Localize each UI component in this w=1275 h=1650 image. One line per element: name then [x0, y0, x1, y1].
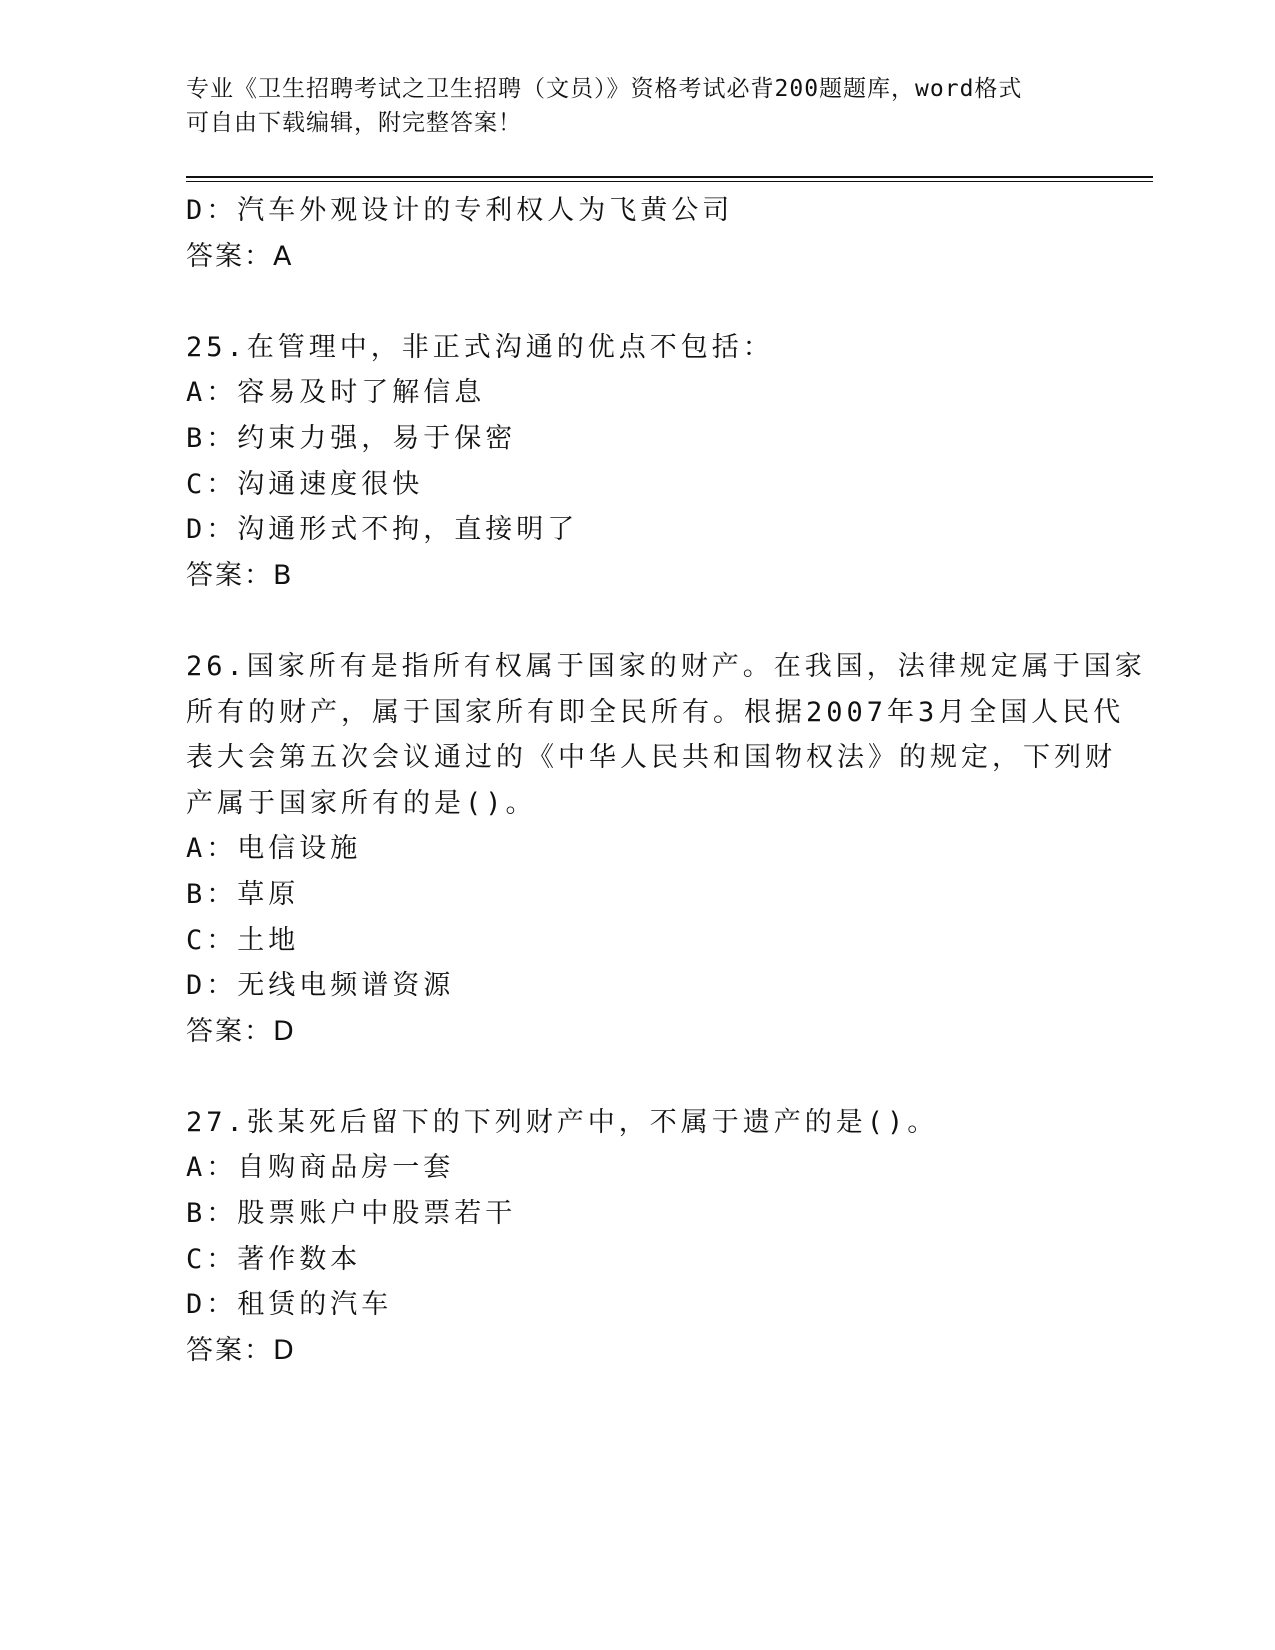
option-a: A：容易及时了解信息 — [186, 377, 486, 409]
option-c: C：土地 — [186, 924, 300, 956]
option-b: B：股票账户中股票若干 — [186, 1198, 517, 1230]
question-stem: 25.在管理中，非正式沟通的优点不包括： — [186, 331, 774, 363]
option-d: D：汽车外观设计的专利权人为飞黄公司 — [186, 195, 734, 226]
question-stem: 27.张某死后留下的下列财产中，不属于遗产的是()。 — [186, 1106, 939, 1138]
option-c: C：沟通速度很快 — [186, 468, 424, 500]
answer: 答案：D — [186, 1334, 296, 1366]
option-a: A：电信设施 — [186, 833, 362, 865]
option-d: D：沟通形式不拘，直接明了 — [186, 514, 579, 546]
option-b: B：草原 — [186, 878, 300, 910]
page-header — [186, 72, 1086, 140]
question-stem: 所有的财产，属于国家所有即全民所有。根据2007年3月全国人民代 — [186, 696, 1125, 728]
question-content — [186, 188, 1146, 1373]
spacer — [186, 598, 1086, 644]
question-stem: 产属于国家所有的是()。 — [186, 787, 537, 819]
question-25 — [186, 325, 1086, 599]
question-stem: 26.国家所有是指所有权属于国家的财产。在我国，法律规定属于国家 — [186, 650, 1146, 682]
header-line-2: 可自由下载编辑，附完整答案！ — [186, 110, 522, 136]
question-26 — [186, 644, 1146, 1054]
option-b: B：约束力强，易于保密 — [186, 422, 517, 454]
option-a: A：自购商品房一套 — [186, 1152, 455, 1184]
option-d: D：租赁的汽车 — [186, 1289, 393, 1321]
spacer — [186, 279, 1086, 325]
header-line-1: 专业《卫生招聘考试之卫生招聘（文员）》资格考试必背200题题库，word格式 — [186, 76, 1023, 102]
option-d: D：无线电频谱资源 — [186, 970, 455, 1002]
answer: 答案：A — [186, 240, 294, 272]
answer: 答案：B — [186, 559, 294, 591]
answer: 答案：D — [186, 1015, 296, 1047]
spacer — [186, 1054, 1086, 1100]
header-divider — [186, 176, 1153, 182]
question-stem: 表大会第五次会议通过的《中华人民共和国物权法》的规定，下列财 — [186, 742, 1116, 774]
option-c: C：著作数本 — [186, 1243, 362, 1275]
question-27 — [186, 1100, 1086, 1374]
